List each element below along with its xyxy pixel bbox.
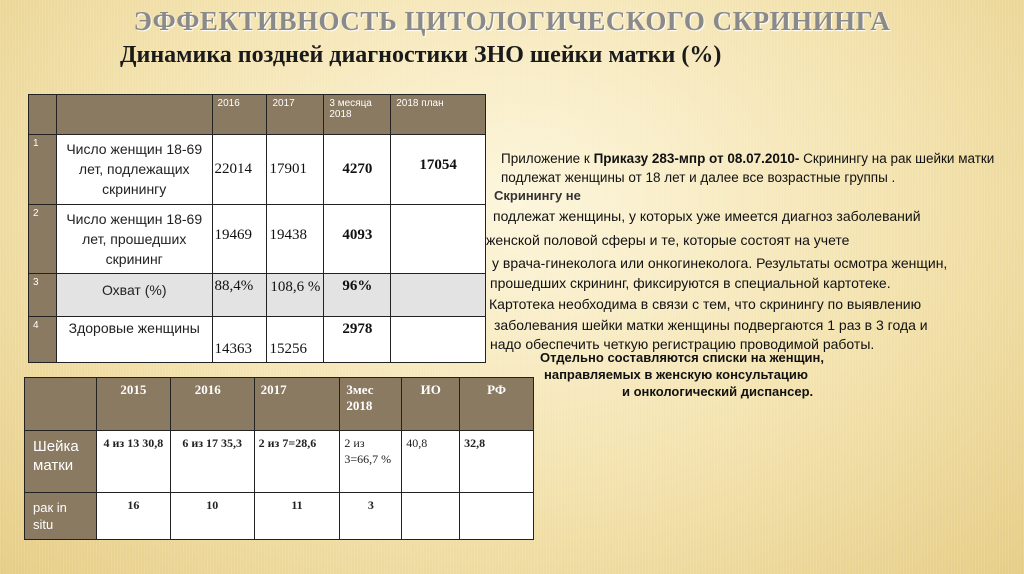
text-line: подлежат женщины, у которых уже имеется диагноз заболеваний [493,208,921,224]
table-row [29,205,486,274]
table-row [25,493,534,540]
table-row [25,431,534,493]
cell-rf: 32,8 [460,431,534,493]
cell-2015: 16 [96,493,170,540]
table-row [29,135,486,205]
cell-3months: 4093 [324,205,391,274]
column-header: ИО [402,378,460,431]
column-header: 2017 [267,95,324,135]
table-row [29,317,486,363]
cell-3months: 3 [340,493,402,540]
cell-2016: 22014 [212,135,267,205]
row-label: Число женщин 18-69 лет, подлежащих скринингу [56,135,212,205]
page-subtitle: Динамика поздней диагностики ЗНО шейки матки (%) [120,42,722,68]
cell-3months: 2 из 3=66,7 % [340,431,402,493]
cell-3months: 2978 [324,317,391,363]
lists-note [540,349,960,400]
late-diagnosis-table [24,377,534,540]
note-line: Отдельно составляются списки на женщин, [540,350,824,365]
cell-3months: 96% [324,274,391,317]
screening-not-label: Скринингу не [494,188,581,203]
text-line: заболевания шейки матки женщины подвергаются 1 раз в 3 года и [494,317,928,333]
column-header: 2015 [96,378,170,431]
row-label: рак in situ [25,493,97,540]
row-label: Здоровые женщины [56,317,212,363]
corner-cell [56,95,212,135]
paragraph-text: Скринингу на рак шейки матки подлежат женщины от 18 лет и далее все возрастные группы . [501,151,995,185]
row-number: 1 [29,135,57,205]
text-line: Картотека необходима в связи с тем, что скринингу по выявлению [489,296,922,312]
cell-2015: 4 из 13 30,8 [96,431,170,493]
cell-2016: 14363 [212,317,267,363]
cell-3months: 4270 [324,135,391,205]
cell-plan [391,274,486,317]
cell-io [402,493,460,540]
cell-plan [391,205,486,274]
cell-2016: 88,4% [212,274,267,317]
column-header: 3 месяца 2018 [324,95,391,135]
order-number: Приказу 283-мпр от 08.07.2010- [593,151,800,166]
cell-2016: 6 из 17 35,3 [170,431,254,493]
row-label: Шейка матки [25,431,97,493]
row-number: 4 [29,317,57,363]
cell-2016: 19469 [212,205,267,274]
paragraph-text: Приложение к [501,151,594,166]
cell-rf [460,493,534,540]
cell-2017: 15256 [267,317,324,363]
cell-2017: 11 [254,493,340,540]
row-number: 2 [29,205,57,274]
corner-cell [25,378,97,431]
text-line: надо обеспечить четкую регистрацию проводимой работы. [490,336,875,352]
column-header: РФ [460,378,534,431]
column-header: 2016 [212,95,267,135]
column-header: 2016 [170,378,254,431]
column-header: 2017 [254,378,340,431]
row-number: 3 [29,274,57,317]
text-line: у врача-гинеколога или онкогинеколога. Результаты осмотра женщин, [492,255,948,271]
cell-2017: 19438 [267,205,324,274]
column-header: 2018 план [391,95,486,135]
note-line: направляемых в женскую консультацию [544,367,809,382]
cell-2016: 10 [170,493,254,540]
column-header: 3мес 2018 [340,378,402,431]
cell-io: 40,8 [402,431,460,493]
cell-2017: 2 из 7=28,6 [254,431,340,493]
order-reference-paragraph [501,149,1011,187]
row-label: Охват (%) [56,274,212,317]
cell-2017: 108,6 % [267,274,324,317]
corner-cell [29,95,57,135]
cell-plan: 17054 [391,135,486,205]
cell-2017: 17901 [267,135,324,205]
screening-table [28,94,486,363]
note-line: и онкологический диспансер. [622,384,814,399]
text-line: женской половой сферы и те, которые состоят на учете [486,232,850,248]
table-header-row [25,378,534,431]
table-row [29,274,486,317]
page-title: ЭФФЕКТИВНОСТЬ ЦИТОЛОГИЧЕСКОГО СКРИНИНГА [133,6,891,36]
text-line: прошедших скрининг, фиксируются в специальной картотеке. [490,275,891,291]
row-label: Число женщин 18-69 лет, прошедших скрининг [56,205,212,274]
cell-plan [391,317,486,363]
